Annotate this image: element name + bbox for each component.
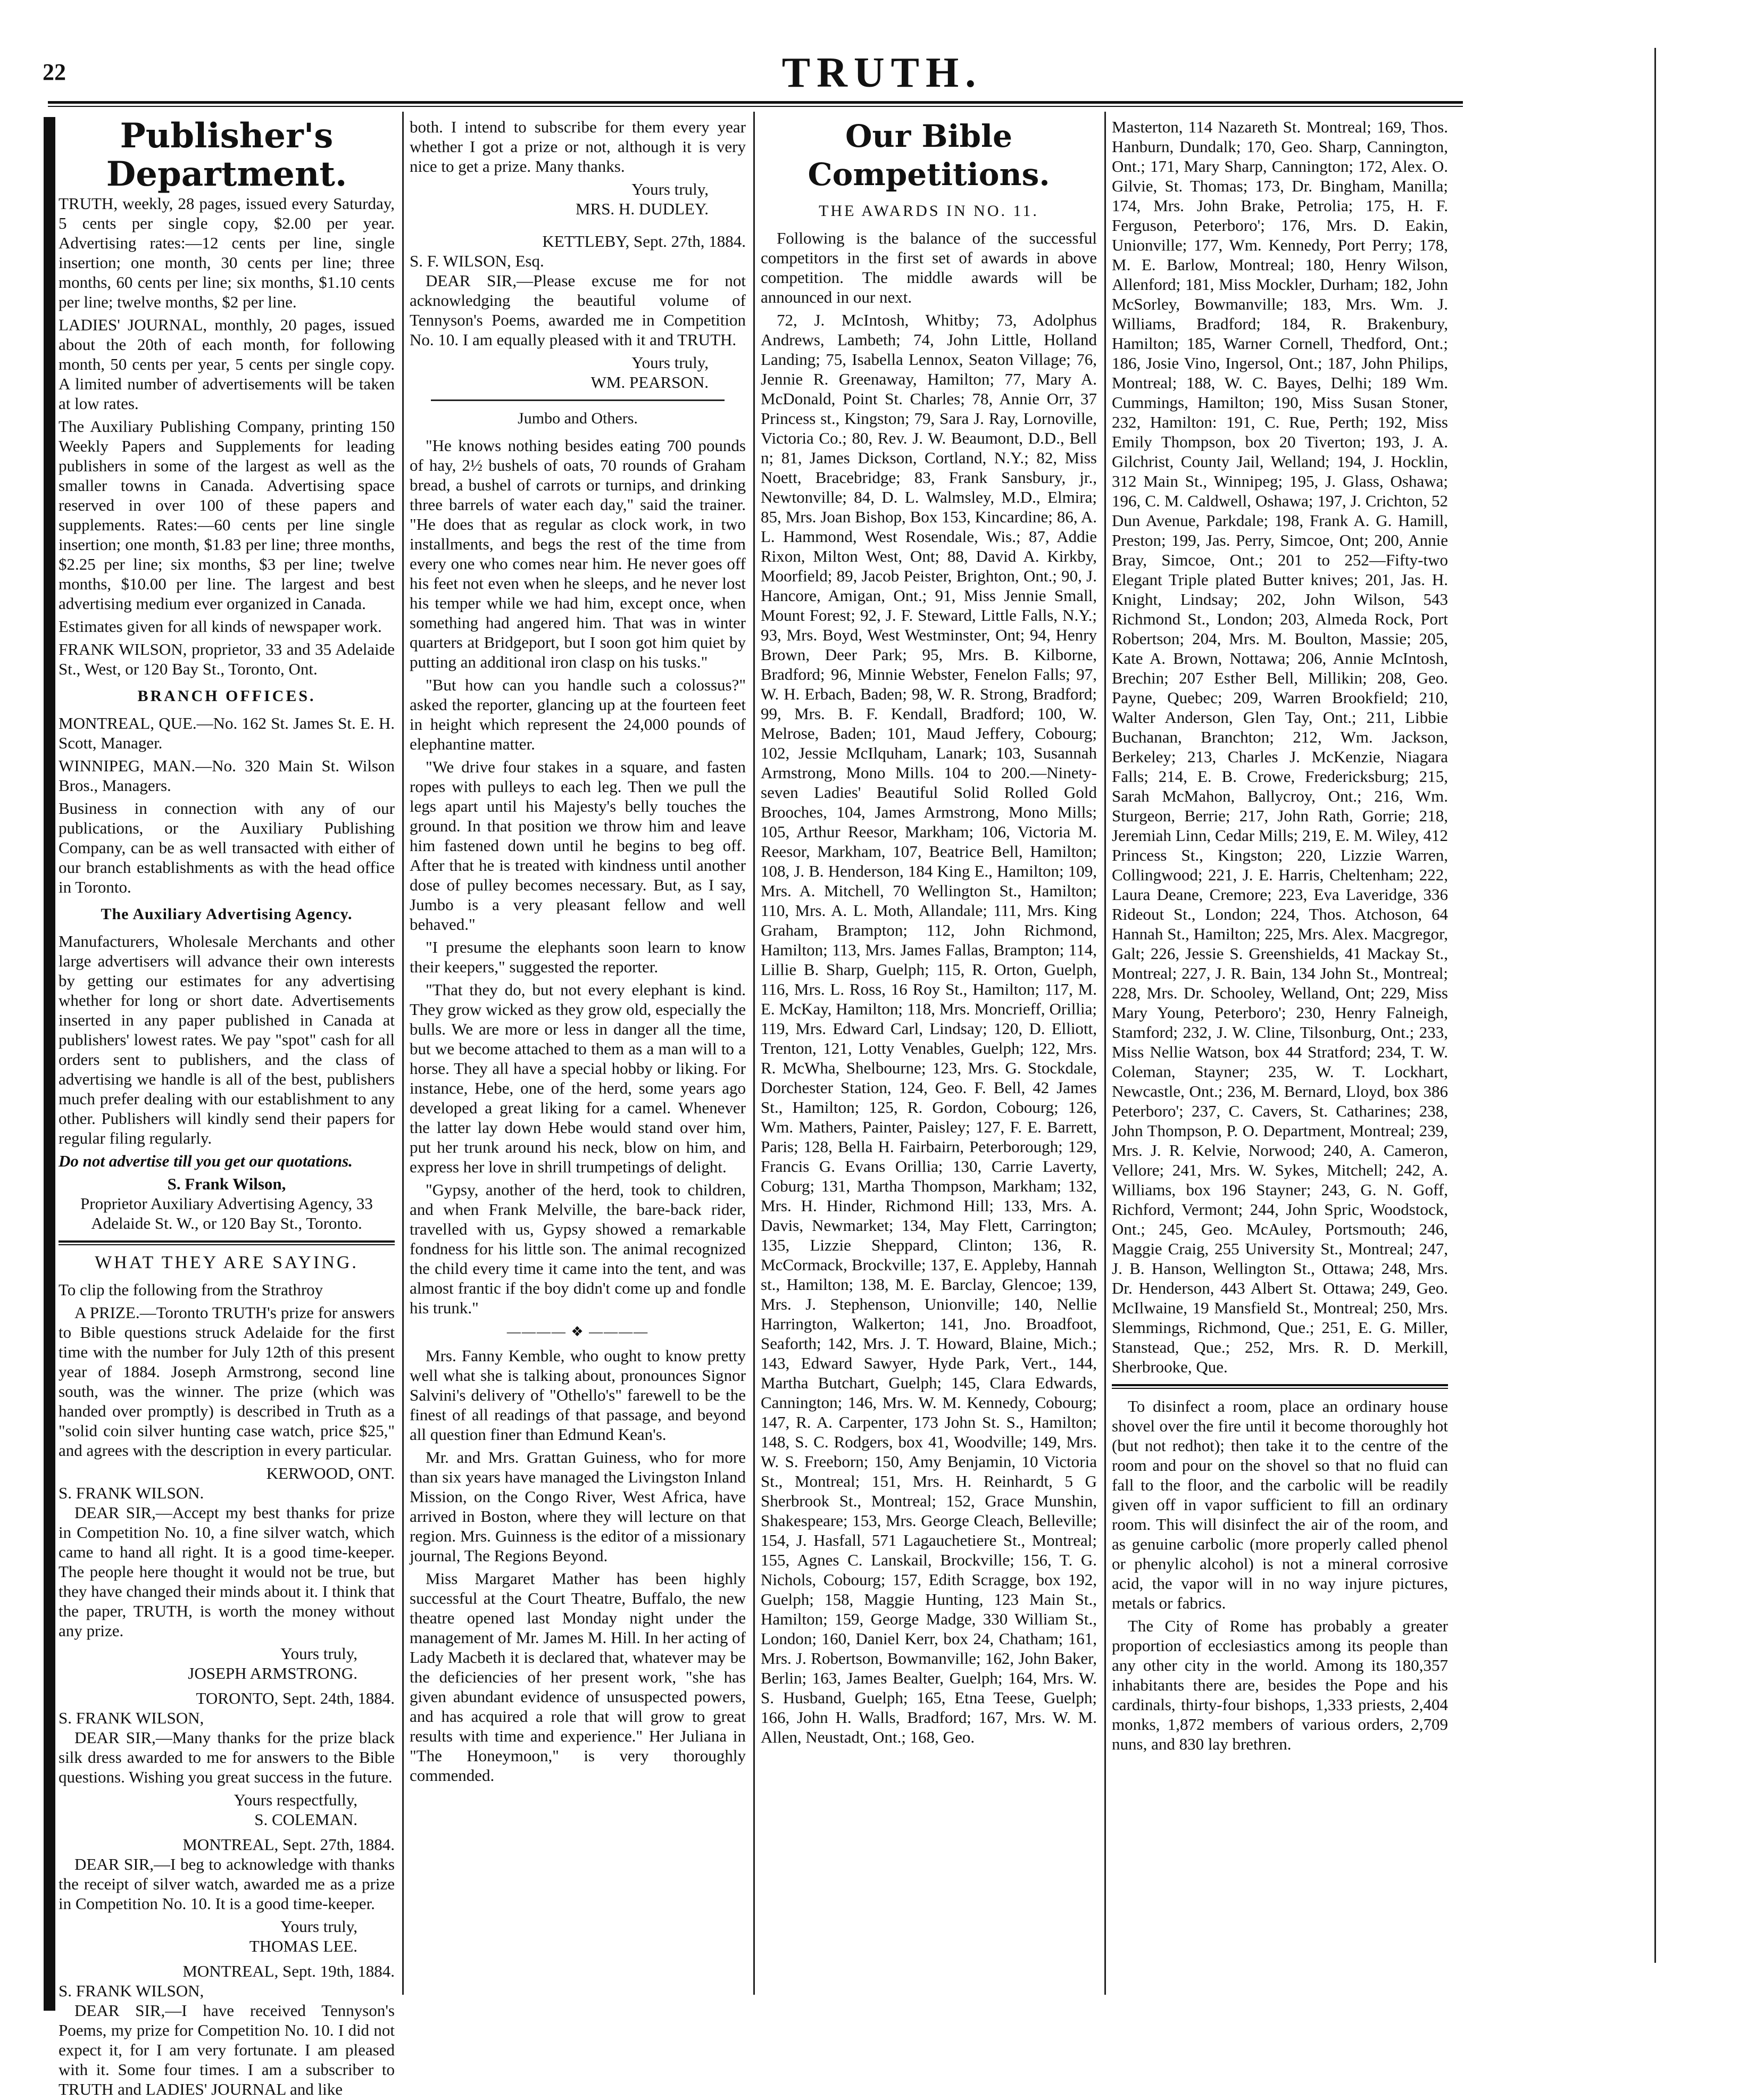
letter-to: S. F. WILSON, Esq. bbox=[410, 252, 544, 270]
section-rule bbox=[1112, 1384, 1448, 1389]
jumbo-para: "We drive four stakes in a square, and fasten ropes with pulleys to each leg. Then we pull the legs apart until his Majesty's belly touches the ground. In that position we throw him and leave him fastened down until he begins to beg off. After that he is treated with kindness until another dose of pulley becomes necessary. But, as I say, Jumbo is a very pleasant fellow and well behaved." bbox=[410, 757, 746, 934]
jumbo-para: "He knows nothing besides eating 700 pounds of hay, 2½ bushels of oats, 70 rounds of Graham bread, a bushel of carrots or turnips, and drinking three barrels of water each day," said the trainer. "He does that as regular as clock work, in two installments, and begs the rest of the time from every one who comes near him. He never goes off his feet not even when he sleeps, and he never lost his temper while we had him, except once, when something had angered him. That was in winter quarters at Bridgeport, but I soon got him quiet by putting an additional iron clasp on his tusks." bbox=[410, 436, 746, 671]
letter-sign: S. COLEMAN. bbox=[254, 1810, 357, 1829]
scan-edge bbox=[44, 117, 55, 2011]
masthead-rule bbox=[48, 101, 1463, 107]
agency-heading: The Auxiliary Advertising Agency. bbox=[101, 905, 353, 923]
rates-journal: LADIES' JOURNAL, monthly, 20 pages, issued about the 20th of each month, for following month, 50 cents per year, 5 cents per single copy. A limited number of advertisements will be taken at low rates. bbox=[59, 315, 395, 413]
jumbo-para: "That they do, but not every elephant is kind. They grow wicked as they grow old, especially the bulls. We are more or less in danger all the time, but we become attached to them as a man will to a horse. They all have a special hobby or liking. For instance, Hebe, one of the herd, some years ago developed a great liking for a camel. Whenever the latter lay down Hebe would stand over him, put her trunk around his neck, blow on him, and express her love in shrill trumpetings of delight. bbox=[410, 980, 746, 1176]
letter-to: S. FRANK WILSON, bbox=[59, 1709, 204, 1727]
letter-close: Yours truly, bbox=[280, 1644, 357, 1663]
saying-prize: A PRIZE.—Toronto TRUTH's prize for answers to Bible questions struck Adelaide for the first time with the number for July 12th of this present year of 1884. Joseph Armstrong, second line south, was the winner. The prize (which was handed over promptly) is described in Truth as a "solid coin silver hunting case watch, price $25," and agrees with the description in every particular. bbox=[59, 1303, 395, 1460]
section-rule bbox=[431, 399, 725, 401]
branch-montreal: MONTREAL, QUE.—No. 162 St. James St. E. H. Scott, Manager. bbox=[59, 714, 395, 752]
ornament-rule: ———— ❖ ———— bbox=[506, 1324, 649, 1339]
letter-place: KERWOOD, ONT. bbox=[266, 1464, 395, 1482]
publishers-heading: Publisher's Department. bbox=[106, 116, 347, 194]
page-number: 22 bbox=[43, 59, 66, 85]
letter bbox=[59, 1835, 395, 1956]
letter bbox=[59, 1463, 395, 1683]
rates-proprietor: FRANK WILSON, proprietor, 33 and 35 Adelaide St., West, or 120 Bay St., Toronto, Ont. bbox=[59, 640, 395, 678]
letter-sign: JOSEPH ARMSTRONG. bbox=[188, 1664, 357, 1682]
letter-close: Yours truly, bbox=[280, 1917, 357, 1936]
branch-note: Business in connection with any of our publications, or the Auxiliary Publishing Company, can be as well transacted with either of our branch establishments as with the head office in Toronto. bbox=[59, 799, 395, 896]
agency-note: Do not advertise till you get our quotations. bbox=[59, 1152, 353, 1170]
letter-close: Yours respectfully, bbox=[234, 1790, 357, 1809]
column-awards-continued bbox=[1112, 117, 1448, 2000]
awards-continued: Masterton, 114 Nazareth St. Montreal; 169, Thos. Hanburn, Dundalk; 170, Geo. Sharp, Cannington, Ont.; 171, Mary Sharp, Cannington; 172, Alex. O. Gilvie, St. Thomas; 173, Dr. Bingham, Manilla; 174, Mrs. John Brake, Petrolia; 175, H. F. Ferguson, Peterboro'; 176, Mrs. D. Eakin, Unionville; 177, Wm. Kennedy, Port Perry; 178, M. E. Barlow, Montreal; 180, Henry Wilson, Allenford; 181, Miss Mockler, Durham; 182, John McSorley, Bowmanville; 183, Mrs. Wm. J. Williams, Bradford; 184, R. Brakenbury, Hamilton; 185, Warner Cornell, Thedford, Ont.; 186, Josie Vino, Ingersol, Ont.; 187, John Philips, Montreal; 188, W. C. Bayes, Delhi; 189 Wm. Cummings, Hamilton; 190, Miss Susan Stoner, 232, Hamilton: 191, C. Rue, Perth; 192, Miss Emily Thompson, box 20 Tiverton; 193, J. A. Gilchrist, County Jail, Welland; 194, J. Hocklin, 312 Main St., Winnipeg; 195, J. Glass, Oshawa; 196, C. M. Caldwell, Oshawa; 197, J. Crichton, 52 Dun Avenue, Parkdale; 198, Frank A. G. Hamill, Preston; 199, Jas. Perry, Simcoe, Ont; 200, Annie Bray, Simcoe, Ont.; 201 to 252—Fifty-two Elegant Triple plated Butter knives; 201, Jas. H. Knight, Lindsay; 202, John Wilson, 543 Richmond St., London; 203, Almeda Rock, Port Robertson; 204, Mrs. M. Boulton, Massie; 205, Kate A. Brown, Nottawa; 206, Annie McIntosh, Brechin; 207 Esther Bell, Millikin; 208, Geo. Payne, Quebec; 209, Warren Brookfield; 210, Walter Anderson, Glen Tay, Ont.; 211, Libbie Buchanan, Branchton; 212, Wm. Jackson, Berkeley; 213, Charles J. McKenzie, Niagara Falls; 214, E. B. Crowe, Fredericksburg; 215, Sarah McMahon, Ballycroy, Ont.; 216, Wm. Sturgeon, Berrie; 217, John Rath, Gorrie; 218, Jeremiah Linn, Cedar Mills; 219, E. M. Wiley, 412 Princess St., Kingston; 220, Lizzie Warren, Collingwood; 221, J. E. Harris, Cheltenham; 222, Laura Deane, Cremore; 223, Eva Laveridge, 336 Rideout St., London; 224, Thos. Atchoson, 64 Hannah St., Hamilton; 225, Mrs. Alex. Macgregor, Galt; 226, Jessie S. Greenshields, 41 Mackay St., Montreal; 227, J. R. Bain, 134 John St., Montreal; 228, Mrs. Dr. Schooley, Welland, Ont; 229, Miss Mary Young, Peterboro'; 230, Henry Falneigh, Stamford; 232, J. W. Cline, Tilsonburg, Ont.; 233, Miss Nellie Watson, box 44 Stratford; 234, T. W. Coleman, Stayner; 235, W. T. Lockhart, Newcastle, Ont.; 236, M. Bernard, Lloyd, box 386 Peterboro'; 237, C. Cavers, St. Catharines; 238, John Thompson, P. O. Department, Montreal; 239, Mrs. J. R. Kelvie, Norwood; 240, A. Cameron, Vellore; 241, Mrs. W. Sykes, Mitchell; 242, A. Williams, box 196 Stayner; 243, G. N. Goff, Richford, Vermont; 244, John Spric, Woodstock, Ont.; 245, Geo. McAuley, Portsmouth; 246, Maggie Craig, 255 University St., Montreal; 247, J. B. Hanson, Wellington St., Ottawa; 248, Mrs. Dr. Henderson, 443 Albert St. Ottawa; 249, Geo. McIlwaine, 19 Mansfield St., Montreal; 250, Mrs. Slemmings, Richmond, Que.; 251, E. G. Miller, Stanstead, Que.; 252, Mrs. R. D. Merkill, Sherbrooke, Que. bbox=[1112, 118, 1448, 1376]
jumbo-para: "I presume the elephants soon learn to know their keepers," suggested the reporter. bbox=[410, 938, 746, 976]
letter-body: DEAR SIR,—I beg to acknowledge with thanks the receipt of silver watch, awarded me as a prize in Competition No. 10. It is a good time-keeper. bbox=[59, 1855, 395, 1913]
competitions-intro: Following is the balance of the successful competitors in the first set of awards in above competition. The middle awards will be announced in our next. bbox=[761, 229, 1097, 306]
letter-body: DEAR SIR,—Accept my best thanks for prize in Competition No. 10, a fine silver watch, which came to hand all right. It is a good time-keeper. The people here thought it would not be true, but they have changed their minds about it. I think that the paper, TRUTH, is worth the money without any prize. bbox=[59, 1503, 395, 1640]
competitions-heading: Our Bible Competitions. bbox=[808, 118, 1050, 193]
letter-close: Yours truly, bbox=[631, 353, 709, 372]
letter-place: KETTLEBY, Sept. 27th, 1884. bbox=[542, 232, 746, 251]
facing-page-strip bbox=[1654, 48, 1656, 1963]
disinfect-para: To disinfect a room, place an ordinary house shovel over the fire until it become thoroughly hot (but not redhot); then take it to the centre of the room and pour on the shovel so that no fluid can fall to the floor, and the carbolic will be readily given off in vapor sufficient to fill an ordinary room. This will disinfect the air of the room, and as genuine carbolic (more properly called phenol or phenylic alcohol) is not a mineral corrosive acid, the vapor will in no way injure pictures, metals or fabrics. bbox=[1112, 1397, 1448, 1612]
column-rule-2 bbox=[753, 112, 755, 1995]
branch-winnipeg: WINNIPEG, MAN.—No. 320 Main St. Wilson Bros., Managers. bbox=[59, 756, 395, 795]
letter-body: DEAR SIR,—Many thanks for the prize black silk dress awarded to me for answers to the Bible questions. Wishing you great success in the future. bbox=[59, 1728, 395, 1786]
column-bible-competitions bbox=[761, 117, 1097, 2000]
misc-guinness: Mr. and Mrs. Grattan Guiness, who for more than six years have managed the Livingston Inland Mission, on the Congo River, West Africa, have arrived in Boston, where they will lecture on that region. Mrs. Guinness is the editor of a missionary journal, The Regions Beyond. bbox=[410, 1448, 746, 1565]
saying-heading: WHAT THEY ARE SAYING. bbox=[95, 1253, 359, 1272]
rates-auxiliary: The Auxiliary Publishing Company, printing 150 Weekly Papers and Supplements for leading publishers in some of the largest as well as the smaller towns in Canada. Advertising space reserved in over 100 of these papers and supplements. Rates:—60 cents per line single insertion; one month, $1.83 per line; three months, $2.25 per line; six months, $3 per line; twelve months, $10.00 per line. The largest and best advertising medium ever organized in Canada. bbox=[59, 417, 395, 613]
column-letters-jumbo bbox=[410, 117, 746, 2000]
jumbo-para: "Gypsy, another of the herd, took to children, and when Frank Melville, the bare-back rider, travelled with us, Gypsy showed a remarkable fondness for his little son. The animal recognized the child every time it came into the tent, and was almost frantic if the boy didn't come up and fondle his trunk." bbox=[410, 1180, 746, 1317]
letter bbox=[59, 1961, 395, 2099]
jumbo-para: "But how can you handle such a colossus?" asked the reporter, glancing up at the fourteen feet in height which represent the 24,000 pounds of elephantine matter. bbox=[410, 676, 746, 753]
masthead-title: TRUTH. bbox=[781, 49, 983, 96]
branch-heading: BRANCH OFFICES. bbox=[137, 687, 316, 705]
misc-kemble: Mrs. Fanny Kemble, who ought to know pretty well what she is talking about, pronounces Signor Salvini's delivery of "Othello's" farewell to be the finest of all readings of that passage, and beyond all question finer than Edmund Kean's. bbox=[410, 1346, 746, 1444]
letter-sign: MRS. H. DUDLEY. bbox=[575, 199, 709, 218]
letter-place: MONTREAL, Sept. 19th, 1884. bbox=[182, 1962, 395, 1980]
letter bbox=[59, 1688, 395, 1829]
saying-intro: To clip the following from the Strathroy bbox=[59, 1280, 323, 1299]
letter-sign: THOMAS LEE. bbox=[249, 1937, 357, 1955]
misc-mather: Miss Margaret Mather has been highly successful at the Court Theatre, Buffalo, the new theatre opened last Monday night under the management of Mr. James M. Hill. In her acting of Lady Macbeth it is declared that, whatever may be the deficiencies of her present work, "she has given abundant evidence of unsuspected powers, and has acquired a role that will grow to great results with time and experience." Her Juliana in "The Honeymoon," is very thoroughly commended. bbox=[410, 1569, 746, 1785]
letter-body: DEAR SIR,—I have received Tennyson's Poems, my prize for Competition No. 10. I did not expect it, for I am very fortunate. I am pleased with it. Some four times. I am a subscriber to TRUTH and LADIES' JOURNAL and like bbox=[59, 2001, 395, 2098]
letter-to: S. FRANK WILSON, bbox=[59, 1981, 204, 2000]
agency-sign: S. Frank Wilson, bbox=[167, 1175, 286, 1193]
rome-para: The City of Rome has probably a greater proportion of ecclesiastics among its people than any other city in the world. Among its 180,357 inhabitants there are, besides the Pope and his cardinals, thirty-four bishops, 1,333 priests, 2,404 monks, 1,872 members of various orders, 2,709 nuns, and 830 lay brethren. bbox=[1112, 1617, 1448, 1753]
agency-text: Manufacturers, Wholesale Merchants and other large advertisers will advance their own interests by getting our estimates for any advertising whether for long or short date. Advertisements inserted in any paper published in Canada at publishers' lowest rates. We pay "spot" cash for all orders sent to publishers, and the class of advertising we handle is all of the best, publishers much prefer dealing with our establishment to any other. Publishers will kindly send their papers for regular filing regularly. bbox=[59, 932, 395, 1147]
section-rule bbox=[59, 1240, 395, 1245]
column-publishers bbox=[59, 116, 395, 2098]
letter-sign: WM. PEARSON. bbox=[590, 373, 709, 392]
letter-cont: both. I intend to subscribe for them every year whether I got a prize or not, although it is very nice to get a prize. Many thanks. bbox=[410, 118, 746, 176]
column-rule-1 bbox=[402, 112, 404, 1995]
letter-close: Yours truly, bbox=[631, 180, 709, 198]
competitions-awards: 72, J. McIntosh, Whitby; 73, Adolphus Andrews, Lambeth; 74, John Little, Holland Landing; 75, Isabella Lennox, Seaton Village; 76, Jennie R. Greenaway, Hamilton; 77, Mary A. McDonald, Point St. Charles; 78, Annie Orr, 37 Princess st., Kingston; 79, Sara J. Ray, Lornoville, Victoria Co.; 80, Rev. J. W. Beaumont, D.D., Bell n; 81, James Dickson, Cortland, N.Y.; 82, Miss Noett, Bracebridge; 83, Frank Sansbury, jr., Newtonville; 84, D. L. Walmsley, M.D., Elmira; 85, Mrs. Joan Bishop, Box 153, Kincardine; 86, A. L. Hammond, West Rosendale, Wis.; 87, Addie Rixon, Milton West, Ont; 88, David A. Kirkby, Moorfield; 89, Jacob Peister, Brighton, Ont.; 90, J. Hancore, Amigan, Ont.; 91, Miss Jennie Small, Mount Forest; 92, J. F. Steward, Little Falls, N.Y.; 93, Mrs. Boyd, West Westminster, Ont; 94, Henry Brown, Deer Park; 95, Mrs. B. Kilborne, Bradford; 96, Minnie Webster, Fenelon Falls; 97, W. H. Erbach, Baden; 98, W. R. Strong, Bradford; 99, Mrs. B. F. Kendall, Bradford; 100, W. Melrose, Baden; 101, Maud Jeffery, Cobourg; 102, Jessie McIlquham, Lanark; 103, Susannah Armstrong, Mono Mills. 104 to 200.—Ninety-seven Ladies' Beautiful Solid Rolled Gold Brooches, 104, James Armstrong, Mono Mills; 105, Arthur Reesor, Markham; 106, Victoria M. Reesor, Markham, 107, Beatrice Bell, Hamilton; 108, J. B. Henderson, 184 King E., Hamilton; 109, Mrs. A. Mitchell, 70 Wellington St., Hamilton; 110, Mrs. A. L. Moth, Allandale; 111, Mrs. King Graham, Brampton; 112, John Richmond, Hamilton; 113, Mrs. James Fallas, Brampton; 114, Lillie B. Sharp, Guelph; 115, R. Orton, Guelph, 116, Mrs. L. Ross, 16 Roy St., Hamilton; 117, M. E. McKay, Hamilton; 118, Mrs. Moncrieff, Orillia; 119, Mrs. Edward Carl, Lindsay; 120, D. Elliott, Trenton, 121, Lotty Venables, Guelph; 122, Mrs. R. McWha, Shelbourne; 123, Mrs. G. Stockdale, Dorchester Station, 124, Geo. F. Bell, 42 James St., Hamilton; 125, R. Gordon, Cobourg; 126, Wm. Mathers, Painter, Paisley; 127, F. E. Barrett, Paris; 128, Bella H. Fairbairn, Peterborough; 129, Francis G. Evans Orillia; 130, Carrie Laverty, Coburg; 131, Martha Thompson, Markham; 132, Mrs. H. Hinder, Richmond Hill; 133, Mrs. A. Davis, Newmarket; 134, May Flett, Carrington; 135, Lizzie Sheppard, Clinton; 136, R. McCormack, Brockville; 137, E. Appleby, Hannah st., Hamilton; 138, M. E. Barclay, Glencoe; 139, Mrs. J. Stephenson, Unionville; 140, Nellie Harrington, Walkerton; 141, Jno. Broadfoot, Seaforth; 142, Mrs. J. T. Howard, Blaine, Mich.; 143, Edward Sawyer, Hyde Park, Vert., 144, Martha Butchart, Guelph; 145, Clara Edwards, Cannington; 146, Mrs. W. M. Kennedy, Cobourg; 147, R. A. Carpenter, 173 John St. S., Hamilton; 148, S. C. Rodgers, box 41, Woodville; 149, Mrs. W. S. Freeborn; 150, Amy Benjamin, 10 Victoria St., Montreal; 151, Mrs. H. Reinhardt, 5 G Sherbrook St., Montreal; 152, Grace Munshin, Shakespeare; 153, Mrs. George Cleach, Belleville; 154, J. Hasfall, 571 Lagauchetiere St., Montreal; 155, Agnes C. Lanskail, Brockville; 156, T. G. Nichols, Cobourg; 157, Edith Scragge, box 192, Guelph; 158, Maggie Hunting, 123 Main St., Hamilton; 159, George Madge, 330 William St., London; 160, Daniel Kerr, box 24, Chatham; 161, Mrs. J. Robertson, Bowmanville; 162, John Baker, Berlin; 163, James Bealter, Guelph; 164, Mrs. W. S. Husband, Guelph; 165, Etna Teese, Guelph; 166, John H. Walls, Bradford; 167, Mrs. W. M. Allen, Neustadt, Ont.; 168, Geo. bbox=[761, 311, 1097, 1746]
column-rule-3 bbox=[1104, 112, 1106, 1995]
competitions-subheading: THE AWARDS IN NO. 11. bbox=[819, 202, 1039, 220]
letter-body: DEAR SIR,—Please excuse me for not acknowledging the beautiful volume of Tennyson's Poems, awarded me in Competition No. 10. I am equally pleased with it and TRUTH. bbox=[410, 271, 746, 349]
letter-to: S. FRANK WILSON. bbox=[59, 1484, 204, 1502]
letter-place: TORONTO, Sept. 24th, 1884. bbox=[196, 1689, 395, 1707]
rates-truth: TRUTH, weekly, 28 pages, issued every Saturday, 5 cents per single copy, $2.00 per year. Advertising rates:—12 cents per line, single insertion; one month, 30 cents per line; three months, 60 cents per line; six months, $1.10 cents per line; twelve months, $2 per line. bbox=[59, 194, 395, 311]
agency-sign-address: Proprietor Auxiliary Advertising Agency, 33 Adelaide St. W., or 120 Bay St., Toronto. bbox=[80, 1194, 373, 1232]
rates-estimates: Estimates given for all kinds of newspaper work. bbox=[59, 617, 382, 636]
letter-place: MONTREAL, Sept. 27th, 1884. bbox=[182, 1835, 395, 1854]
jumbo-heading: Jumbo and Others. bbox=[518, 410, 638, 427]
